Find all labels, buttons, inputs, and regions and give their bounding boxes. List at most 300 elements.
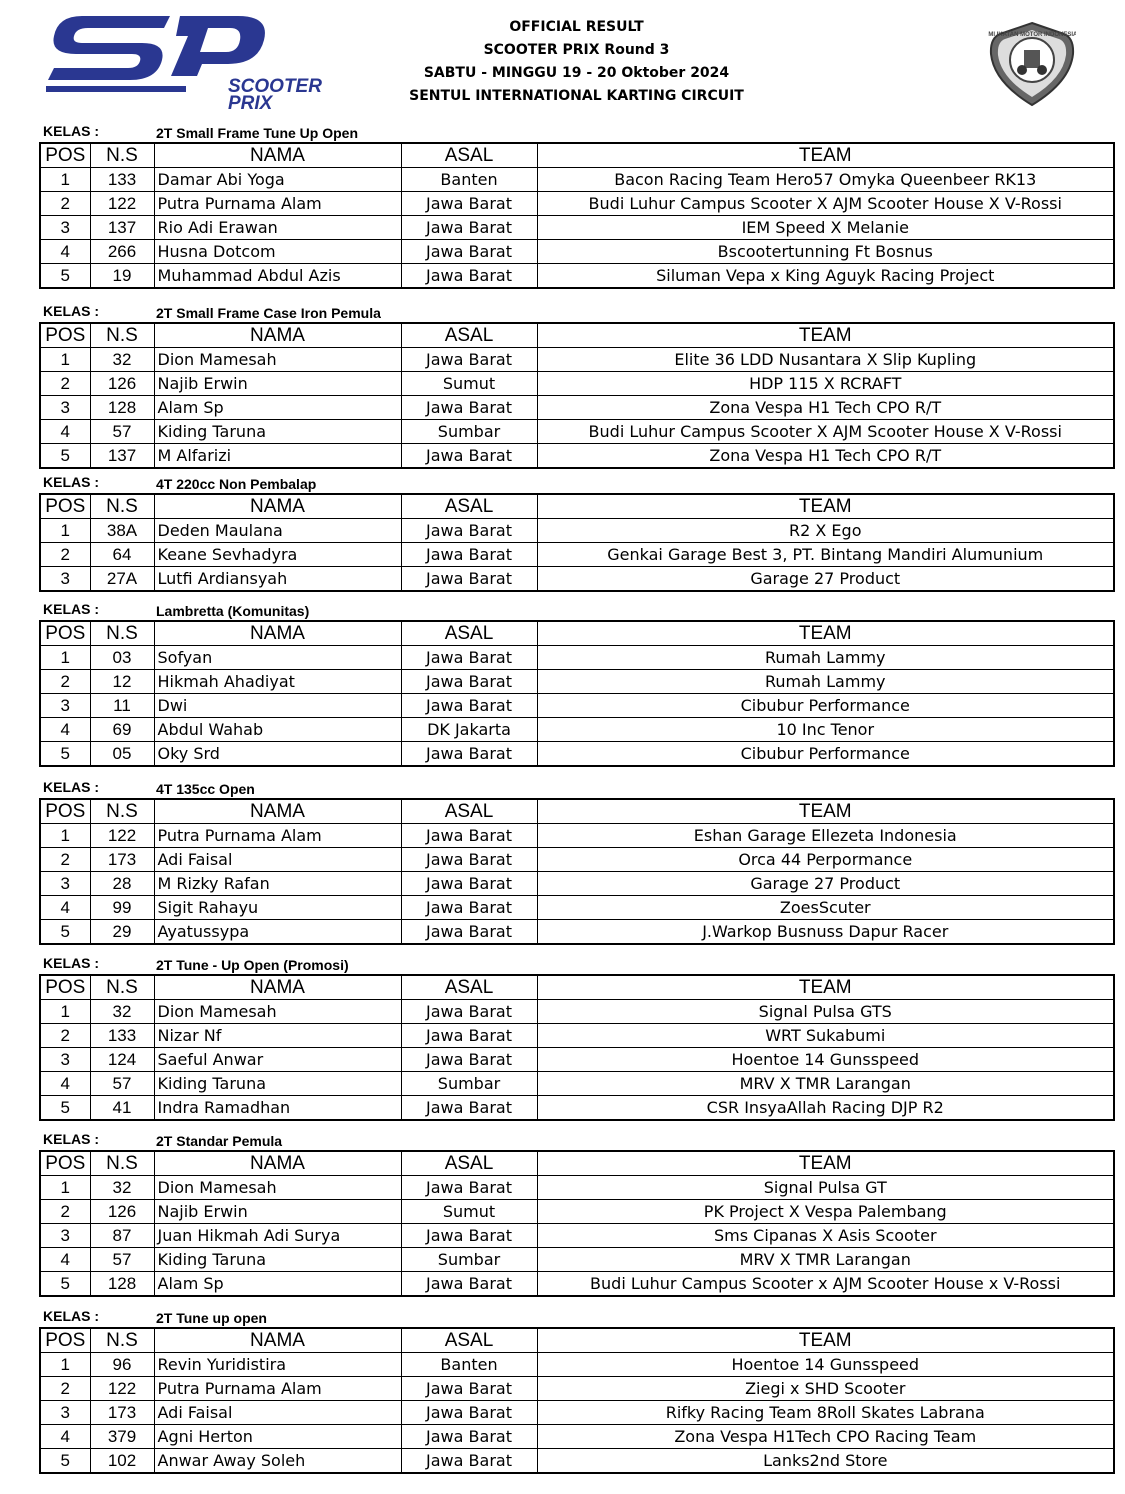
results-table	[39, 142, 1115, 289]
results-table	[39, 620, 1115, 767]
cell-nama: Ayatussypa	[154, 920, 401, 945]
kelas-section	[39, 601, 1113, 767]
cell-pos: 4	[40, 1248, 90, 1272]
table-row	[40, 1353, 1114, 1377]
cell-asal: Jawa Barat	[401, 1176, 537, 1200]
cell-ns: 64	[90, 543, 154, 567]
cell-asal: Jawa Barat	[401, 670, 537, 694]
table-row	[40, 1377, 1114, 1401]
column-header-ns: N.S	[90, 1151, 154, 1176]
cell-pos: 5	[40, 1449, 90, 1474]
column-header-asal: ASAL	[401, 799, 537, 824]
kelas-name: 2T Standar Pemula	[156, 1133, 283, 1149]
column-header-asal: ASAL	[401, 323, 537, 348]
cell-nama: Najib Erwin	[154, 1200, 401, 1224]
cell-asal: Jawa Barat	[401, 1272, 537, 1297]
cell-asal: Jawa Barat	[401, 1096, 537, 1121]
cell-asal: Sumut	[401, 1200, 537, 1224]
kelas-label: KELAS :	[43, 303, 99, 319]
column-header-team: TEAM	[537, 323, 1114, 348]
cell-nama: Adi Faisal	[154, 1401, 401, 1425]
table-row	[40, 420, 1114, 444]
emblem-text: IMI IKATAN MOTOR INDONESIA	[988, 32, 1076, 38]
table-row	[40, 1176, 1114, 1200]
column-header-nama: NAMA	[154, 143, 401, 168]
cell-pos: 1	[40, 646, 90, 670]
cell-ns: 32	[90, 1000, 154, 1024]
cell-ns: 99	[90, 896, 154, 920]
title-line-1: OFFICIAL RESULT	[509, 19, 644, 35]
table-row	[40, 670, 1114, 694]
cell-pos: 2	[40, 1377, 90, 1401]
cell-pos: 1	[40, 348, 90, 372]
cell-pos: 5	[40, 920, 90, 945]
cell-nama: Hikmah Ahadiyat	[154, 670, 401, 694]
title-line-4: SENTUL INTERNATIONAL KARTING CIRCUIT	[409, 88, 744, 104]
cell-nama: Dion Mamesah	[154, 1176, 401, 1200]
cell-ns: 266	[90, 240, 154, 264]
cell-asal: Sumbar	[401, 420, 537, 444]
logo-wordmark: SCOOTER PRIX	[228, 76, 322, 114]
table-row	[40, 444, 1114, 469]
cell-team: Budi Luhur Campus Scooter X AJM Scooter House X V-Rossi	[537, 420, 1114, 444]
cell-nama: Kiding Taruna	[154, 1248, 401, 1272]
cell-nama: Dion Mamesah	[154, 348, 401, 372]
results-table	[39, 322, 1115, 469]
cell-team: Zona Vespa H1Tech CPO Racing Team	[537, 1425, 1114, 1449]
kelas-header	[39, 779, 1113, 798]
cell-ns: 05	[90, 742, 154, 767]
cell-team: Elite 36 LDD Nusantara X Slip Kupling	[537, 348, 1114, 372]
cell-pos: 5	[40, 264, 90, 289]
cell-pos: 3	[40, 694, 90, 718]
results-table	[39, 974, 1115, 1121]
cell-asal: Jawa Barat	[401, 519, 537, 543]
cell-nama: Alam Sp	[154, 396, 401, 420]
cell-ns: 57	[90, 1248, 154, 1272]
table-row	[40, 192, 1114, 216]
cell-nama: Putra Purnama Alam	[154, 1377, 401, 1401]
table-header-row	[40, 799, 1114, 824]
cell-ns: 102	[90, 1449, 154, 1474]
column-header-pos: POS	[40, 621, 90, 646]
cell-nama: Kiding Taruna	[154, 420, 401, 444]
cell-nama: Najib Erwin	[154, 372, 401, 396]
column-header-pos: POS	[40, 143, 90, 168]
cell-nama: M Rizky Rafan	[154, 872, 401, 896]
cell-ns: 41	[90, 1096, 154, 1121]
cell-pos: 3	[40, 396, 90, 420]
column-header-pos: POS	[40, 1151, 90, 1176]
cell-team: 10 Inc Tenor	[537, 718, 1114, 742]
cell-pos: 4	[40, 1072, 90, 1096]
cell-asal: Jawa Barat	[401, 694, 537, 718]
cell-nama: Deden Maulana	[154, 519, 401, 543]
table-row	[40, 1024, 1114, 1048]
column-header-ns: N.S	[90, 323, 154, 348]
cell-team: Lanks2nd Store	[537, 1449, 1114, 1474]
cell-nama: Anwar Away Soleh	[154, 1449, 401, 1474]
kelas-label: KELAS :	[43, 474, 99, 490]
cell-nama: Rio Adi Erawan	[154, 216, 401, 240]
cell-team: Hoentoe 14 Gunsspeed	[537, 1048, 1114, 1072]
cell-pos: 1	[40, 824, 90, 848]
table-row	[40, 872, 1114, 896]
cell-ns: 03	[90, 646, 154, 670]
table-header-row	[40, 621, 1114, 646]
kelas-section	[39, 779, 1113, 945]
cell-team: Rumah Lammy	[537, 670, 1114, 694]
cell-asal: Sumbar	[401, 1248, 537, 1272]
cell-ns: 87	[90, 1224, 154, 1248]
cell-nama: Muhammad Abdul Azis	[154, 264, 401, 289]
kelas-name: 4T 135cc Open	[156, 781, 255, 797]
column-header-ns: N.S	[90, 494, 154, 519]
cell-ns: 57	[90, 1072, 154, 1096]
column-header-team: TEAM	[537, 143, 1114, 168]
kelas-section	[39, 1308, 1113, 1474]
table-row	[40, 519, 1114, 543]
cell-asal: Jawa Barat	[401, 192, 537, 216]
cell-ns: 32	[90, 1176, 154, 1200]
column-header-nama: NAMA	[154, 323, 401, 348]
kelas-header	[39, 474, 1113, 493]
column-header-asal: ASAL	[401, 621, 537, 646]
column-header-nama: NAMA	[154, 494, 401, 519]
kelas-label: KELAS :	[43, 123, 99, 139]
column-header-nama: NAMA	[154, 1328, 401, 1353]
cell-ns: 173	[90, 1401, 154, 1425]
cell-ns: 11	[90, 694, 154, 718]
cell-pos: 2	[40, 848, 90, 872]
page-header	[0, 0, 1125, 118]
table-row	[40, 1048, 1114, 1072]
cell-pos: 4	[40, 240, 90, 264]
cell-asal: Jawa Barat	[401, 872, 537, 896]
cell-asal: Jawa Barat	[401, 1048, 537, 1072]
cell-team: HDP 115 X RCRAFT	[537, 372, 1114, 396]
table-header-row	[40, 494, 1114, 519]
cell-ns: 122	[90, 1377, 154, 1401]
cell-pos: 1	[40, 1000, 90, 1024]
column-header-pos: POS	[40, 323, 90, 348]
cell-nama: Husna Dotcom	[154, 240, 401, 264]
table-row	[40, 896, 1114, 920]
table-row	[40, 567, 1114, 592]
kelas-name: 2T Small Frame Case Iron Pemula	[156, 305, 381, 321]
kelas-section	[39, 123, 1113, 289]
table-header-row	[40, 323, 1114, 348]
cell-team: CSR InsyaAllah Racing DJP R2	[537, 1096, 1114, 1121]
column-header-asal: ASAL	[401, 975, 537, 1000]
cell-ns: 379	[90, 1425, 154, 1449]
cell-pos: 3	[40, 567, 90, 592]
table-row	[40, 848, 1114, 872]
cell-team: R2 X Ego	[537, 519, 1114, 543]
kelas-name: 2T Tune up open	[156, 1310, 267, 1326]
cell-asal: Jawa Barat	[401, 396, 537, 420]
cell-pos: 1	[40, 519, 90, 543]
cell-team: ZoesScuter	[537, 896, 1114, 920]
kelas-header	[39, 123, 1113, 142]
kelas-section	[39, 474, 1113, 592]
cell-asal: Jawa Barat	[401, 848, 537, 872]
cell-nama: Adi Faisal	[154, 848, 401, 872]
cell-team: MRV X TMR Larangan	[537, 1248, 1114, 1272]
cell-team: Signal Pulsa GT	[537, 1176, 1114, 1200]
cell-pos: 1	[40, 168, 90, 192]
column-header-nama: NAMA	[154, 799, 401, 824]
kelas-label: KELAS :	[43, 601, 99, 617]
cell-asal: Jawa Barat	[401, 1449, 537, 1474]
title-line-3: SABTU - MINGGU 19 - 20 Oktober 2024	[423, 65, 730, 81]
table-row	[40, 1200, 1114, 1224]
cell-nama: M Alfarizi	[154, 444, 401, 469]
cell-pos: 5	[40, 444, 90, 469]
column-header-asal: ASAL	[401, 143, 537, 168]
column-header-nama: NAMA	[154, 621, 401, 646]
cell-ns: 124	[90, 1048, 154, 1072]
cell-asal: Jawa Barat	[401, 567, 537, 592]
kelas-section	[39, 955, 1113, 1121]
cell-team: Hoentoe 14 Gunsspeed	[537, 1353, 1114, 1377]
cell-pos: 3	[40, 1401, 90, 1425]
cell-nama: Putra Purnama Alam	[154, 824, 401, 848]
cell-team: Bscootertunning Ft Bosnus	[537, 240, 1114, 264]
table-row	[40, 694, 1114, 718]
cell-team: Sms Cipanas X Asis Scooter	[537, 1224, 1114, 1248]
column-header-asal: ASAL	[401, 1328, 537, 1353]
column-header-ns: N.S	[90, 799, 154, 824]
column-header-team: TEAM	[537, 1328, 1114, 1353]
cell-pos: 1	[40, 1353, 90, 1377]
cell-nama: Revin Yuridistira	[154, 1353, 401, 1377]
kelas-name: Lambretta (Komunitas)	[156, 603, 310, 619]
cell-asal: Jawa Barat	[401, 1024, 537, 1048]
cell-asal: Jawa Barat	[401, 920, 537, 945]
cell-team: Signal Pulsa GTS	[537, 1000, 1114, 1024]
kelas-label: KELAS :	[43, 1308, 99, 1324]
table-row	[40, 168, 1114, 192]
cell-ns: 128	[90, 396, 154, 420]
table-row	[40, 718, 1114, 742]
cell-asal: Jawa Barat	[401, 1377, 537, 1401]
cell-asal: Jawa Barat	[401, 444, 537, 469]
cell-nama: Saeful Anwar	[154, 1048, 401, 1072]
table-row	[40, 1449, 1114, 1474]
cell-ns: 29	[90, 920, 154, 945]
cell-team: Garage 27 Product	[537, 567, 1114, 592]
cell-ns: 38A	[90, 519, 154, 543]
cell-asal: DK Jakarta	[401, 718, 537, 742]
cell-pos: 3	[40, 1224, 90, 1248]
cell-pos: 2	[40, 1200, 90, 1224]
cell-pos: 3	[40, 216, 90, 240]
cell-ns: 137	[90, 444, 154, 469]
column-header-team: TEAM	[537, 799, 1114, 824]
cell-pos: 4	[40, 718, 90, 742]
cell-team: Zona Vespa H1 Tech CPO R/T	[537, 396, 1114, 420]
cell-team: Siluman Vepa x King Aguyk Racing Project	[537, 264, 1114, 289]
table-row	[40, 1272, 1114, 1297]
column-header-ns: N.S	[90, 143, 154, 168]
cell-asal: Jawa Barat	[401, 824, 537, 848]
kelas-name: 2T Tune - Up Open (Promosi)	[156, 957, 349, 973]
cell-team: Cibubur Performance	[537, 694, 1114, 718]
cell-asal: Banten	[401, 1353, 537, 1377]
column-header-asal: ASAL	[401, 494, 537, 519]
column-header-nama: NAMA	[154, 975, 401, 1000]
kelas-header	[39, 1131, 1113, 1150]
cell-asal: Jawa Barat	[401, 1401, 537, 1425]
table-row	[40, 742, 1114, 767]
cell-team: Cibubur Performance	[537, 742, 1114, 767]
cell-team: IEM Speed X Melanie	[537, 216, 1114, 240]
kelas-header	[39, 303, 1113, 322]
column-header-pos: POS	[40, 975, 90, 1000]
cell-ns: 27A	[90, 567, 154, 592]
cell-nama: Nizar Nf	[154, 1024, 401, 1048]
cell-ns: 69	[90, 718, 154, 742]
table-row	[40, 1224, 1114, 1248]
cell-asal: Jawa Barat	[401, 742, 537, 767]
kelas-header	[39, 1308, 1113, 1327]
table-header-row	[40, 975, 1114, 1000]
kelas-name: 4T 220cc Non Pembalap	[156, 476, 317, 492]
cell-pos: 2	[40, 670, 90, 694]
table-row	[40, 1072, 1114, 1096]
column-header-ns: N.S	[90, 621, 154, 646]
kelas-header	[39, 601, 1113, 620]
cell-nama: Damar Abi Yoga	[154, 168, 401, 192]
kelas-section	[39, 303, 1113, 469]
table-row	[40, 1096, 1114, 1121]
cell-asal: Banten	[401, 168, 537, 192]
kelas-label: KELAS :	[43, 1131, 99, 1147]
table-row	[40, 543, 1114, 567]
scooter-prix-logo	[42, 12, 322, 114]
table-row	[40, 1000, 1114, 1024]
cell-nama: Alam Sp	[154, 1272, 401, 1297]
cell-nama: Indra Ramadhan	[154, 1096, 401, 1121]
cell-pos: 2	[40, 543, 90, 567]
cell-team: Rumah Lammy	[537, 646, 1114, 670]
cell-nama: Sofyan	[154, 646, 401, 670]
cell-ns: 12	[90, 670, 154, 694]
cell-asal: Sumbar	[401, 1072, 537, 1096]
cell-nama: Sigit Rahayu	[154, 896, 401, 920]
cell-nama: Lutfi Ardiansyah	[154, 567, 401, 592]
cell-asal: Jawa Barat	[401, 896, 537, 920]
cell-ns: 96	[90, 1353, 154, 1377]
cell-pos: 2	[40, 192, 90, 216]
cell-nama: Abdul Wahab	[154, 718, 401, 742]
cell-pos: 4	[40, 896, 90, 920]
cell-ns: 126	[90, 1200, 154, 1224]
table-row	[40, 372, 1114, 396]
column-header-nama: NAMA	[154, 1151, 401, 1176]
cell-asal: Jawa Barat	[401, 646, 537, 670]
kelas-header	[39, 955, 1113, 974]
cell-asal: Jawa Barat	[401, 1000, 537, 1024]
cell-asal: Jawa Barat	[401, 1224, 537, 1248]
column-header-pos: POS	[40, 494, 90, 519]
cell-pos: 3	[40, 1048, 90, 1072]
cell-team: WRT Sukabumi	[537, 1024, 1114, 1048]
cell-asal: Jawa Barat	[401, 348, 537, 372]
cell-team: Budi Luhur Campus Scooter X AJM Scooter House X V-Rossi	[537, 192, 1114, 216]
cell-ns: 173	[90, 848, 154, 872]
table-row	[40, 264, 1114, 289]
table-header-row	[40, 143, 1114, 168]
table-row	[40, 348, 1114, 372]
kelas-label: KELAS :	[43, 779, 99, 795]
cell-nama: Putra Purnama Alam	[154, 192, 401, 216]
cell-team: PK Project X Vespa Palembang	[537, 1200, 1114, 1224]
table-row	[40, 396, 1114, 420]
cell-ns: 19	[90, 264, 154, 289]
column-header-pos: POS	[40, 799, 90, 824]
table-row	[40, 646, 1114, 670]
cell-pos: 5	[40, 1272, 90, 1297]
column-header-pos: POS	[40, 1328, 90, 1353]
table-row	[40, 216, 1114, 240]
kelas-section	[39, 1131, 1113, 1297]
column-header-team: TEAM	[537, 1151, 1114, 1176]
table-row	[40, 1425, 1114, 1449]
cell-nama: Dwi	[154, 694, 401, 718]
cell-ns: 57	[90, 420, 154, 444]
results-table	[39, 798, 1115, 945]
kelas-name: 2T Small Frame Tune Up Open	[156, 125, 359, 141]
cell-asal: Jawa Barat	[401, 1425, 537, 1449]
cell-nama: Kiding Taruna	[154, 1072, 401, 1096]
cell-asal: Jawa Barat	[401, 543, 537, 567]
cell-pos: 2	[40, 1024, 90, 1048]
kelas-label: KELAS :	[43, 955, 99, 971]
cell-nama: Juan Hikmah Adi Surya	[154, 1224, 401, 1248]
cell-nama: Dion Mamesah	[154, 1000, 401, 1024]
cell-asal: Jawa Barat	[401, 264, 537, 289]
column-header-asal: ASAL	[401, 1151, 537, 1176]
cell-team: MRV X TMR Larangan	[537, 1072, 1114, 1096]
column-header-team: TEAM	[537, 494, 1114, 519]
cell-pos: 2	[40, 372, 90, 396]
cell-team: Rifky Racing Team 8Roll Skates Labrana	[537, 1401, 1114, 1425]
cell-asal: Sumut	[401, 372, 537, 396]
table-row	[40, 920, 1114, 945]
column-header-team: TEAM	[537, 975, 1114, 1000]
table-header-row	[40, 1151, 1114, 1176]
cell-team: Eshan Garage Ellezeta Indonesia	[537, 824, 1114, 848]
cell-asal: Jawa Barat	[401, 240, 537, 264]
cell-ns: 122	[90, 192, 154, 216]
results-table	[39, 1150, 1115, 1297]
cell-pos: 1	[40, 1176, 90, 1200]
cell-asal: Jawa Barat	[401, 216, 537, 240]
cell-ns: 126	[90, 372, 154, 396]
cell-ns: 137	[90, 216, 154, 240]
table-row	[40, 240, 1114, 264]
column-header-ns: N.S	[90, 1328, 154, 1353]
cell-nama: Keane Sevhadyra	[154, 543, 401, 567]
results-table	[39, 493, 1115, 592]
imi-emblem-icon	[988, 20, 1076, 108]
cell-ns: 28	[90, 872, 154, 896]
column-header-team: TEAM	[537, 621, 1114, 646]
cell-ns: 133	[90, 168, 154, 192]
table-row	[40, 824, 1114, 848]
